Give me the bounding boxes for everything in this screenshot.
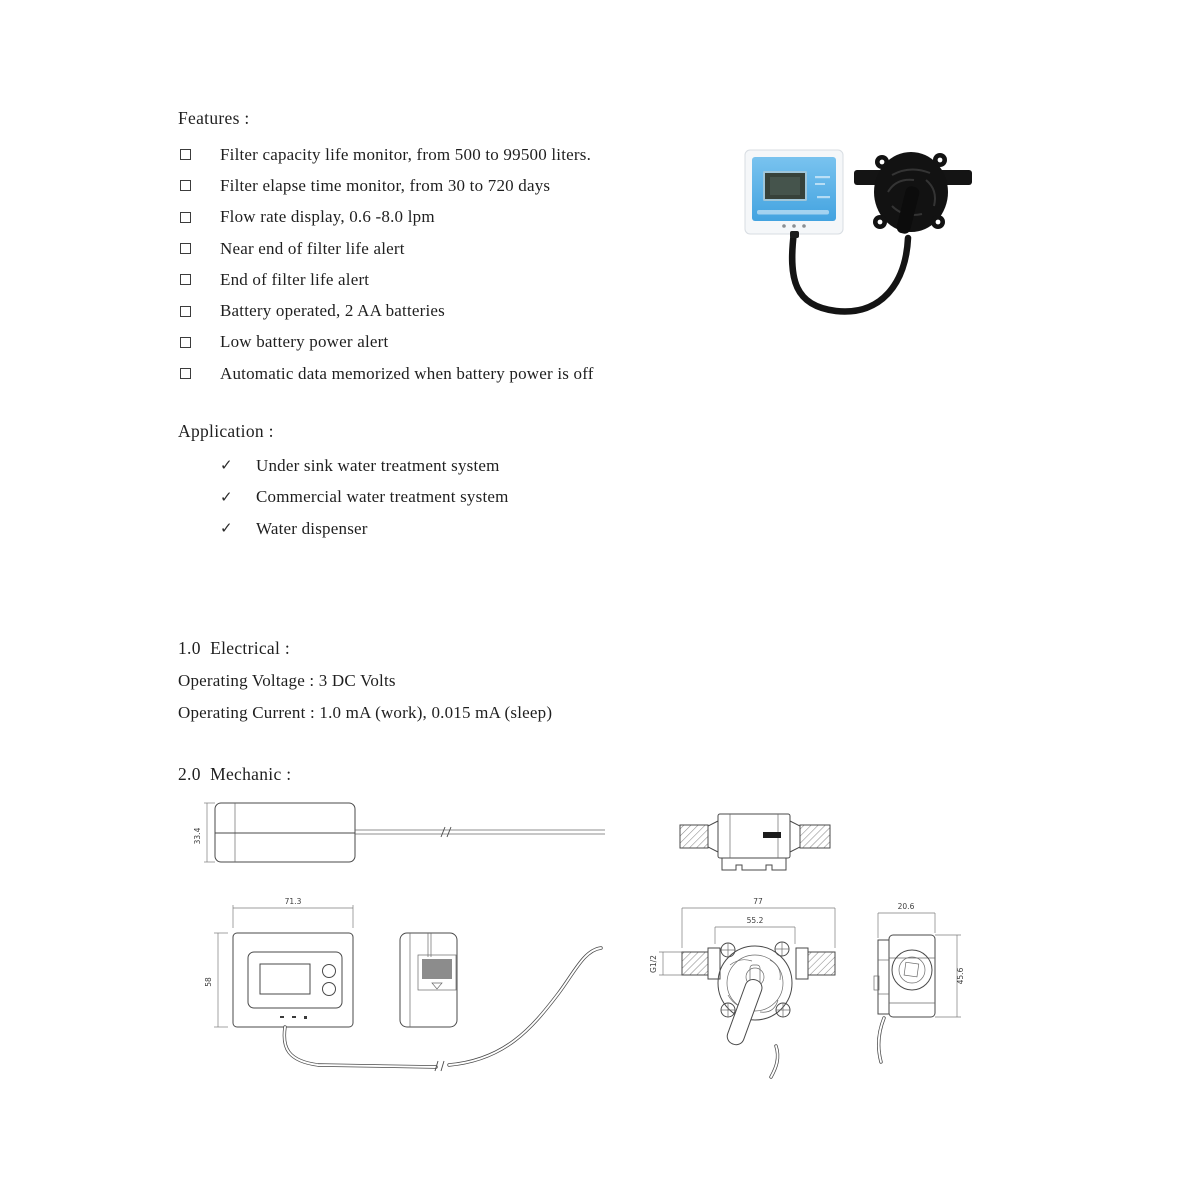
feature-item xyxy=(178,202,738,233)
front-led-dots xyxy=(280,1016,307,1019)
application-text: Commercial water treatment system xyxy=(256,487,509,507)
feature-item xyxy=(178,170,738,201)
checkbox-icon xyxy=(180,149,191,160)
clip-arrow xyxy=(432,983,442,989)
application-heading: Application : xyxy=(178,421,274,441)
checkbox-icon xyxy=(180,243,191,254)
dim-display-width: 71.3 xyxy=(284,897,302,906)
features-heading: Features : xyxy=(178,108,250,128)
flow-sensor xyxy=(854,152,972,235)
cable-gland xyxy=(790,231,799,238)
port-fitting-right xyxy=(800,825,830,848)
feature-text: Automatic data memorized when battery power is off xyxy=(220,363,594,383)
display-back-view xyxy=(400,933,457,1027)
feature-text: Battery operated, 2 AA batteries xyxy=(220,301,445,321)
mechanical-drawings xyxy=(170,780,1000,1100)
feature-text: Low battery power alert xyxy=(220,332,389,352)
check-icon: ✓ xyxy=(220,489,233,506)
feature-text: Near end of filter life alert xyxy=(220,238,405,258)
features-section xyxy=(178,105,738,389)
feature-text: End of filter life alert xyxy=(220,269,370,289)
mechanic-heading: 2.0 Mechanic : xyxy=(178,764,292,784)
checkbox-icon xyxy=(180,306,191,317)
feature-text: Filter capacity life monitor, from 500 to 99500 liters. xyxy=(220,144,592,164)
display-front-view xyxy=(204,897,601,1071)
feature-item xyxy=(178,233,738,264)
application-item xyxy=(220,513,698,545)
mount-feet xyxy=(722,858,786,870)
application-text: Water dispenser xyxy=(256,518,368,538)
application-text: Under sink water treatment system xyxy=(256,455,500,475)
sensor-front-view xyxy=(649,897,835,1077)
feature-item xyxy=(178,358,738,389)
feature-item xyxy=(178,264,738,295)
dim-sensor-body-width: 55.2 xyxy=(746,916,764,925)
feature-text: Flow rate display, 0.6 -8.0 lpm xyxy=(220,207,435,227)
checkbox-icon xyxy=(180,212,191,223)
dim-sensor-height: 45.6 xyxy=(956,967,965,985)
check-icon: ✓ xyxy=(220,458,233,475)
feature-item xyxy=(178,327,738,358)
feature-text: Filter elapse time monitor, from 30 to 720 days xyxy=(220,175,551,195)
button-dot xyxy=(782,224,786,228)
application-item xyxy=(220,482,698,514)
screen-glass xyxy=(770,177,800,195)
button-dot xyxy=(792,224,796,228)
electrical-heading: 1.0 Electrical : xyxy=(178,638,290,658)
application-section xyxy=(178,418,698,545)
dim-display-depth: 33.4 xyxy=(193,827,202,845)
feature-item xyxy=(178,295,738,326)
dim-sensor-overall-width: 77 xyxy=(753,897,763,906)
checkbox-icon xyxy=(180,337,191,348)
check-icon: ✓ xyxy=(220,521,233,538)
mount-clip xyxy=(422,959,452,979)
connector-cable xyxy=(792,232,908,311)
checkbox-icon xyxy=(180,274,191,285)
front-port-right xyxy=(808,952,835,975)
front-port-left xyxy=(682,952,708,975)
side-sensor-boss xyxy=(892,950,932,990)
dim-sensor-depth: 20.6 xyxy=(897,902,915,911)
dim-sensor-port-thread: G1/2 xyxy=(649,955,658,973)
front-button-bottom xyxy=(323,983,336,996)
feature-item xyxy=(178,139,738,170)
checkbox-icon xyxy=(180,368,191,379)
application-item xyxy=(220,450,698,482)
monitor-unit xyxy=(745,150,843,238)
sensor-side-view xyxy=(874,902,965,1062)
sensor-top-view xyxy=(680,814,830,870)
electrical-section xyxy=(178,632,738,729)
dim-display-height: 58 xyxy=(204,977,213,987)
operating-current: Operating Current : 1.0 mA (work), 0.015 mA (sleep) xyxy=(178,703,553,722)
operating-voltage: Operating Voltage : 3 DC Volts xyxy=(178,671,396,690)
port-fitting-left xyxy=(680,825,708,848)
display-side-view xyxy=(193,803,605,862)
product-photo xyxy=(720,130,980,330)
sensor-label-mark xyxy=(763,832,781,838)
front-cable-connector xyxy=(725,977,764,1047)
application-list xyxy=(178,450,698,545)
checkbox-icon xyxy=(180,180,191,191)
features-list xyxy=(178,139,738,389)
front-button-top xyxy=(323,965,336,978)
button-dot xyxy=(802,224,806,228)
